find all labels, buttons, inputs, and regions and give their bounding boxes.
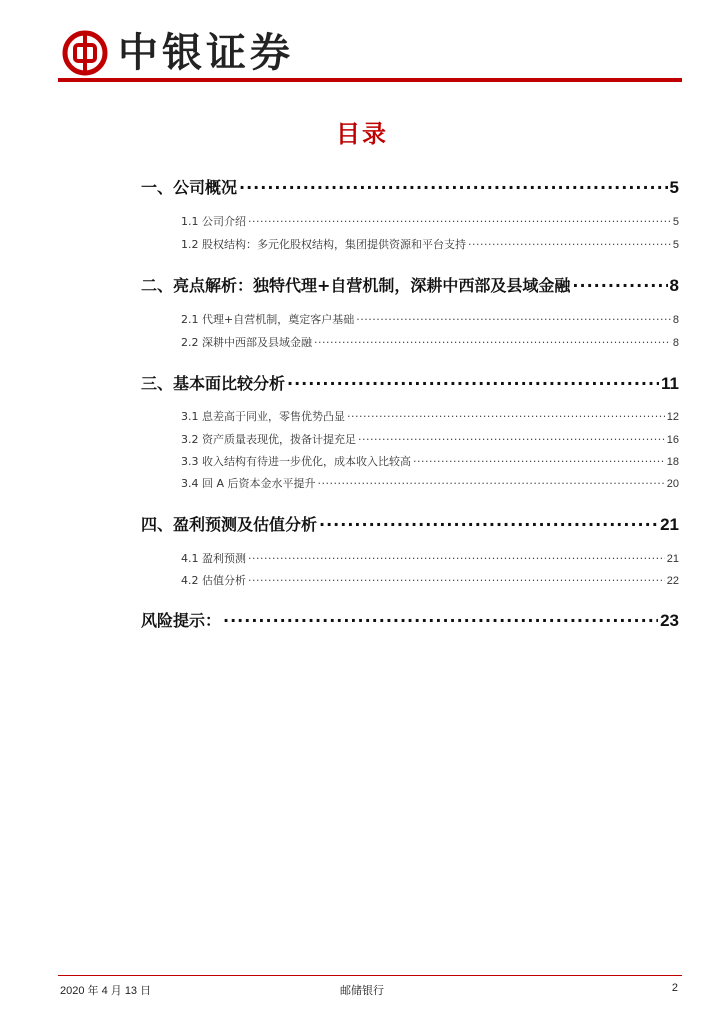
toc-leader-dots — [413, 454, 665, 465]
toc-leader-dots — [572, 275, 667, 291]
toc-entry[interactable] — [181, 334, 679, 350]
toc-entry[interactable] — [141, 371, 679, 394]
toc-entry-label: 4.1 盈利预测 — [181, 552, 246, 565]
toc-leader-dots — [287, 373, 659, 389]
toc-entry-label: 1.2 股权结构：多元化股权结构，集团提供资源和平台支持 — [181, 238, 466, 251]
toc-entry-page: 20 — [666, 478, 679, 490]
toc-entry-page: 8 — [672, 314, 679, 326]
toc-entry-page: 18 — [666, 456, 679, 468]
toc-entry-page: 5 — [669, 178, 679, 197]
page-title: 目录 — [336, 119, 388, 148]
toc-entry-page: 22 — [666, 575, 679, 587]
toc-entry-page: 8 — [672, 337, 679, 349]
toc-entry-page: 16 — [666, 434, 679, 446]
toc-entry[interactable] — [181, 213, 679, 229]
toc-entry-label: 四、盈利预测及估值分析 — [141, 515, 318, 534]
bank-of-china-logo-icon — [62, 30, 108, 76]
toc-leader-dots — [356, 312, 671, 323]
toc-entry-page: 8 — [669, 276, 679, 295]
toc-leader-dots — [248, 551, 665, 562]
toc-entry-label: 3.3 收入结构有待进一步优化，成本收入比较高 — [181, 455, 411, 468]
toc-entry-label: 4.2 估值分析 — [181, 574, 246, 587]
toc-leader-dots — [248, 573, 665, 584]
report-header — [58, 26, 678, 76]
toc-entry[interactable] — [181, 453, 679, 469]
toc-entry-page: 23 — [660, 611, 679, 630]
toc-leader-dots — [223, 610, 658, 626]
toc-entry[interactable] — [181, 431, 679, 447]
toc-entry-page: 21 — [660, 515, 679, 534]
toc-entry-label: 一、公司概况 — [141, 178, 238, 197]
toc-entry[interactable] — [141, 608, 679, 631]
toc-leader-dots — [314, 335, 671, 346]
toc-entry-page: 12 — [666, 411, 679, 423]
toc-entry[interactable] — [181, 408, 679, 424]
toc-entry-page: 5 — [672, 239, 679, 251]
toc-entry-label: 2.1 代理+自营机制，奠定客户基础 — [181, 313, 355, 326]
footer-divider — [58, 975, 682, 976]
toc-entry-label: 3.1 息差高于同业，零售优势凸显 — [181, 410, 345, 423]
toc-entry[interactable] — [181, 311, 679, 327]
footer-page-number: 2 — [671, 982, 678, 994]
toc-leader-dots — [319, 514, 658, 530]
toc-leader-dots — [318, 476, 665, 487]
header-divider — [58, 78, 682, 82]
toc-entry[interactable] — [181, 572, 679, 588]
toc-entry[interactable] — [141, 273, 679, 296]
toc-entry-page: 5 — [672, 216, 679, 228]
toc-leader-dots — [239, 177, 668, 193]
toc-entry-label: 二、亮点解析：独特代理+自营机制，深耕中西部及县域金融 — [141, 276, 571, 295]
toc-entry[interactable] — [141, 175, 679, 198]
footer-company: 邮储银行 — [340, 985, 384, 997]
toc-entry-label: 风险提示： — [141, 611, 222, 630]
toc-entry-label: 3.2 资产质量表现优，拨备计提充足 — [181, 433, 356, 446]
toc-entry-label: 1.1 公司介绍 — [181, 215, 246, 228]
toc-entry-label: 三、基本面比较分析 — [141, 374, 286, 393]
toc-entry[interactable] — [141, 512, 679, 535]
toc-entry-label: 2.2 深耕中西部及县域金融 — [181, 336, 312, 349]
toc-leader-dots — [358, 432, 665, 443]
toc-entry-page: 11 — [661, 374, 679, 393]
toc-leader-dots — [468, 237, 671, 248]
toc-leader-dots — [248, 214, 671, 225]
toc-entry-label: 3.4 回 A 后资本金水平提升 — [181, 477, 316, 490]
toc-entry-page: 21 — [666, 553, 679, 565]
toc-leader-dots — [347, 409, 665, 420]
footer-date: 2020 年 4 月 13 日 — [60, 985, 152, 997]
brand-name: 中银证券 — [118, 29, 294, 76]
toc-entry[interactable] — [181, 550, 679, 566]
toc-entry[interactable] — [181, 236, 679, 252]
toc-entry[interactable] — [181, 475, 679, 491]
